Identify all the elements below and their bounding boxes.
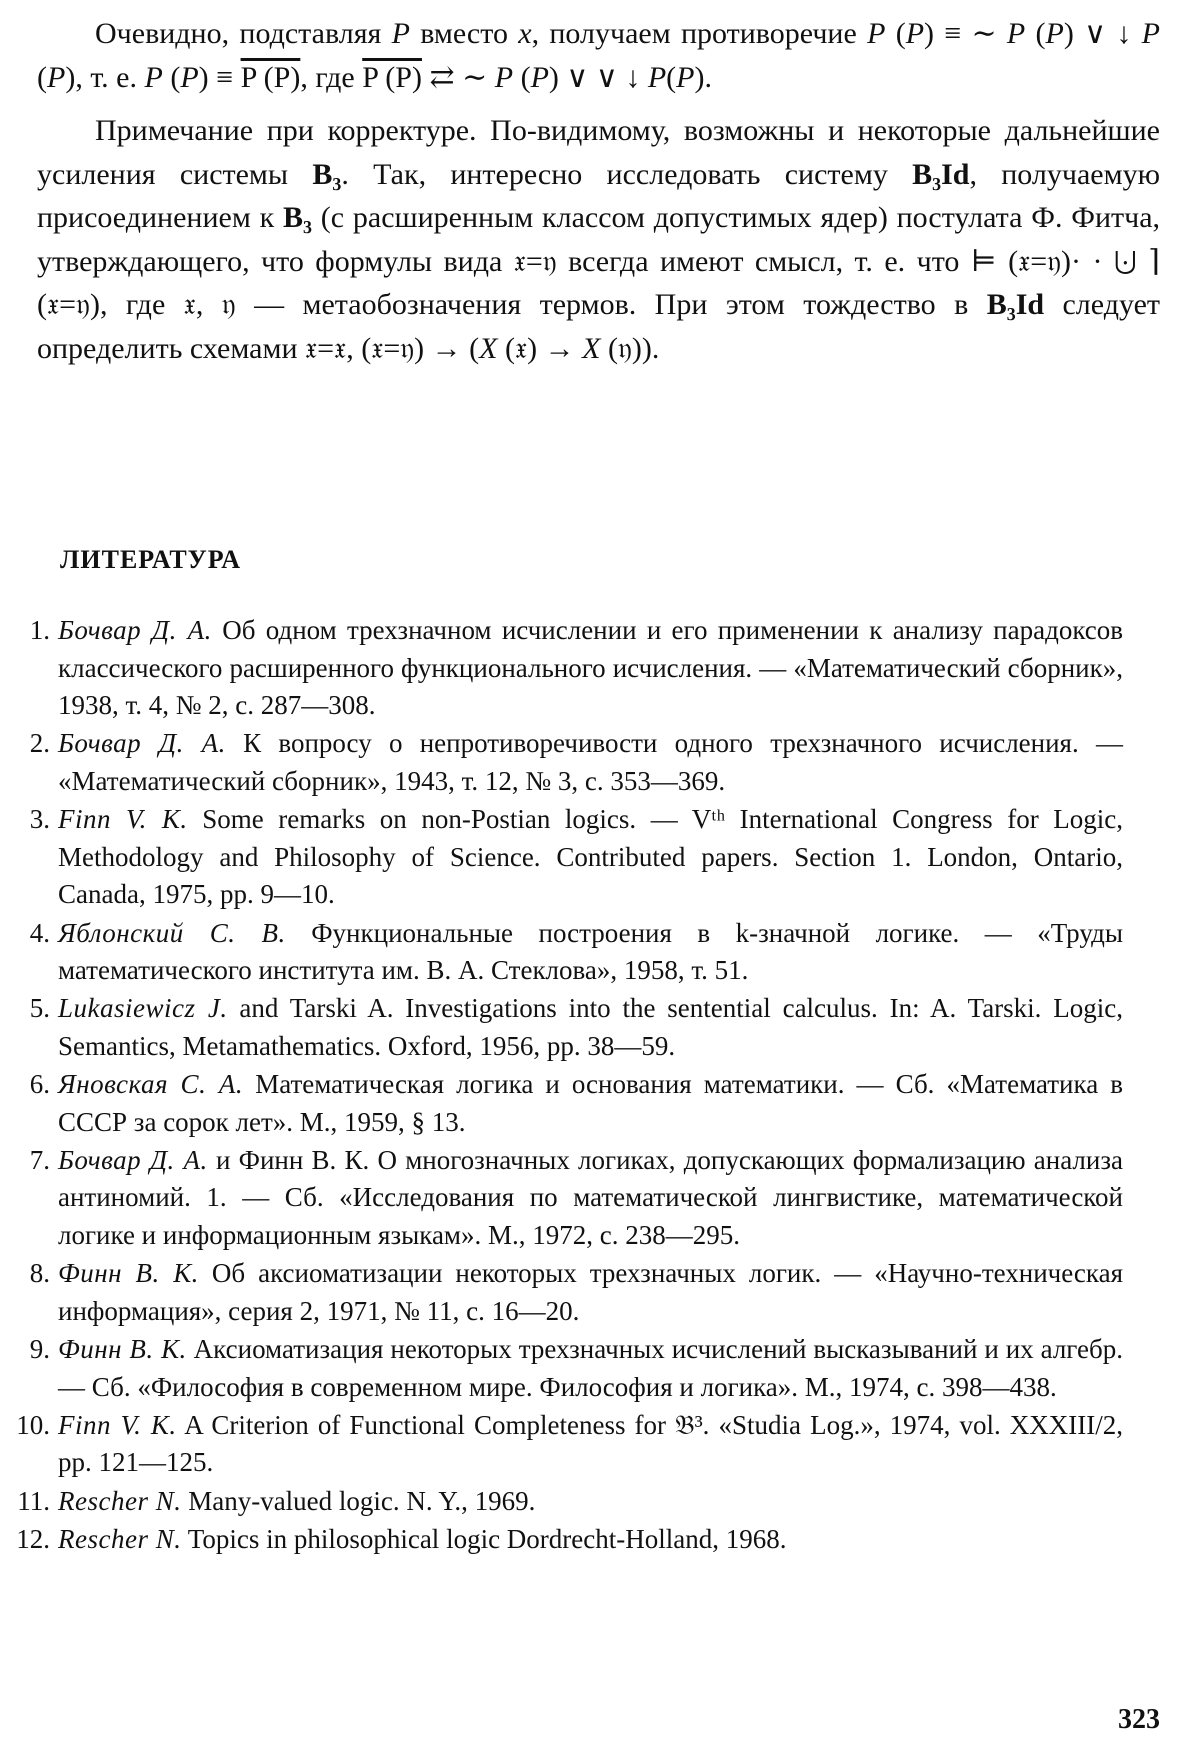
text-run: . Так, интересно исследовать систему [341, 157, 913, 191]
text-run: ) ∨ ∨ ↓ [548, 60, 648, 94]
reference-text: and Tarski A. Investigations into the sentential calculus. In: A. Tarski. Logic, Semantics, Metamathematics. Oxford, 1956, pp. 38—59. [58, 993, 1123, 1061]
math-symbol: X [479, 331, 498, 365]
math-symbol: P [144, 60, 163, 94]
reference-item [0, 725, 1123, 800]
reference-item [0, 1521, 1123, 1559]
text-run: ( [513, 60, 531, 94]
text-run: ( [666, 60, 677, 94]
references-heading: ЛИТЕРАТУРА [60, 545, 242, 574]
text-run: , где [300, 60, 363, 94]
text-run: (𝔶)). [600, 331, 660, 365]
reference-text: К вопросу о непротиворечивости одного трехзначного исчисления. — «Математический сборник», 1943, т. 12, № 3, с. 353—369. [58, 728, 1123, 796]
math-symbol: P [867, 17, 886, 50]
reference-item [0, 801, 1123, 914]
reference-author: Бочвар Д. А. [58, 615, 212, 645]
reference-text: Математическая логика и основания математики. — Сб. «Математика в СССР за сорок лет». М., 1959, § 13. [58, 1069, 1124, 1137]
reference-number: 5. [29, 993, 50, 1024]
bold-term: B₃Id [986, 288, 1045, 321]
math-symbol: x [518, 17, 532, 50]
paragraph-proof-note [37, 109, 1160, 370]
reference-number: 9. [29, 1334, 50, 1365]
references-list [0, 612, 1123, 1559]
reference-author: Яблонский С. В. [58, 917, 286, 948]
reference-author: Finn V. K. [58, 804, 188, 835]
reference-number: 1. [29, 615, 50, 645]
overlined-formula: P (P) [362, 60, 422, 94]
math-symbol: P [676, 60, 695, 94]
text-run: ) ∨ ↓ [1063, 17, 1142, 50]
reference-text: Об аксиоматизации некоторых трехзначных логик. — «Научно-техническая информация», серия 2, 1971, № 11, с. 16—20. [58, 1258, 1123, 1326]
page-body [37, 12, 1160, 370]
text-run: ) ≡ ∼ [924, 17, 1007, 50]
bold-term: B₃ [312, 157, 342, 191]
reference-number: 12. [16, 1523, 50, 1554]
reference-author: Lukasiewicz J. [58, 993, 228, 1024]
text-run: ( [37, 60, 47, 94]
reference-text: и Финн В. К. О многозначных логиках, допускающих формализацию анализа антиномий. 1. — Сб. «Исследования по математической лингвистике, математической логике и информационным языкам». М., 1972, с. 238—295. [58, 1144, 1123, 1251]
text-run: ( [1025, 17, 1046, 50]
reference-item [0, 1407, 1123, 1482]
reference-item [0, 612, 1123, 725]
page-number: 323 [1118, 1704, 1160, 1735]
reference-item [0, 1255, 1123, 1330]
math-symbol: P [1006, 17, 1026, 50]
math-symbol: P [905, 17, 925, 50]
reference-author: Бочвар Д. А. [58, 1144, 208, 1175]
reference-author: Finn V. K. [58, 1409, 177, 1440]
bold-term: B₃Id [912, 157, 970, 191]
text-run: (𝔵) → [497, 331, 583, 365]
reference-number: 6. [29, 1069, 50, 1100]
reference-item [0, 1142, 1123, 1255]
text-run: Примечание при корректуре. По-видимому, возможны и некоторые дальнейшие усиления системы [37, 114, 1160, 191]
reference-text: Many-valued logic. N. Y., 1969. [181, 1485, 536, 1516]
reference-item [0, 1483, 1123, 1521]
reference-text: Об одном трехзначном исчислении и его применении к анализу парадоксов классического расширенного функционального исчисления. — «Математический сборник», 1938, т. 4, № 2, с. 287—308. [58, 615, 1123, 721]
reference-item [0, 990, 1123, 1065]
math-symbol: P [180, 60, 199, 94]
text-run: ) ≡ [198, 60, 241, 94]
text-run: , получаем противоречие [531, 17, 868, 50]
math-symbol: P [530, 60, 549, 94]
reference-author: Финн В. К. [58, 1334, 187, 1365]
reference-item [0, 1066, 1123, 1141]
paragraph-contradiction [37, 12, 1160, 99]
math-symbol: X [582, 331, 601, 365]
text-run: вместо [409, 17, 519, 50]
text-run: ⇄ ∼ [421, 60, 495, 94]
reference-item [0, 915, 1123, 990]
reference-item [0, 1331, 1123, 1406]
math-symbol: P [1141, 17, 1160, 50]
reference-number: 10. [16, 1409, 50, 1440]
reference-text: Функциональные построения в k-значной логике. — «Труды математического института им. В. А. Стеклова», 1958, т. 51. [58, 917, 1124, 986]
reference-text: Topics in philosophical logic Dordrecht-Holland, 1968. [181, 1523, 787, 1554]
text-run: , получаемую присоединением к [37, 157, 1160, 234]
reference-text: Some remarks on non-Postian logics. — Vᵗʰ International Congress for Logic, Methodology and Philosophy of Science. Contributed papers. Section 1. London, Ontario, Canada, 1975, pp. 9—10. [58, 804, 1123, 910]
math-symbol: P [47, 60, 66, 94]
reference-number: 4. [29, 917, 50, 948]
reference-author: Яновская С. А. [58, 1069, 244, 1100]
text-run: следует определить схемами 𝔵=𝔵, (𝔵=𝔶) → ( [37, 288, 1160, 365]
reference-number: 3. [29, 804, 50, 835]
text-run: ( [162, 60, 181, 94]
math-symbol: P [647, 60, 667, 94]
reference-author: Rescher N. [58, 1485, 182, 1516]
reference-number: 2. [29, 728, 50, 759]
reference-number: 8. [29, 1258, 50, 1289]
reference-text: Аксиоматизация некоторых трехзначных исчислений высказываний и их алгебр. — Сб. «Философия в современном мире. Философия и логика». М., 1974, с. 398—438. [58, 1334, 1123, 1402]
overlined-formula: P (P) [240, 60, 301, 94]
reference-number: 11. [17, 1485, 50, 1516]
text-run: Очевидно, подставляя [95, 17, 392, 50]
math-symbol: P [391, 17, 410, 50]
math-symbol: P [494, 60, 514, 94]
math-symbol: P [1045, 17, 1064, 50]
text-run: ). [694, 60, 712, 94]
reference-text: A Criterion of Functional Completeness for 𝔅³. «Studia Log.», 1974, vol. XXXIII/2, pp. 121—125. [58, 1409, 1123, 1478]
text-run: (с расширенным классом допустимых ядер) постулата Ф. Фитча, утверждающего, что формулы вида 𝔵=𝔶 всегда имеют смысл, т. е. что ⊨ (𝔵=𝔶)· · ⨃ ⌉(𝔵=𝔶), где 𝔵, 𝔶 — метаобозначения термов. При этом тождество в [37, 201, 1161, 321]
reference-author: Rescher N. [58, 1523, 182, 1554]
text-run: ( [885, 17, 906, 50]
reference-number: 7. [29, 1144, 50, 1175]
reference-author: Финн В. К. [58, 1258, 199, 1289]
text-run: ), т. е. [65, 60, 145, 94]
reference-author: Бочвар Д. А. [58, 728, 226, 759]
bold-term: B₃ [282, 201, 312, 234]
